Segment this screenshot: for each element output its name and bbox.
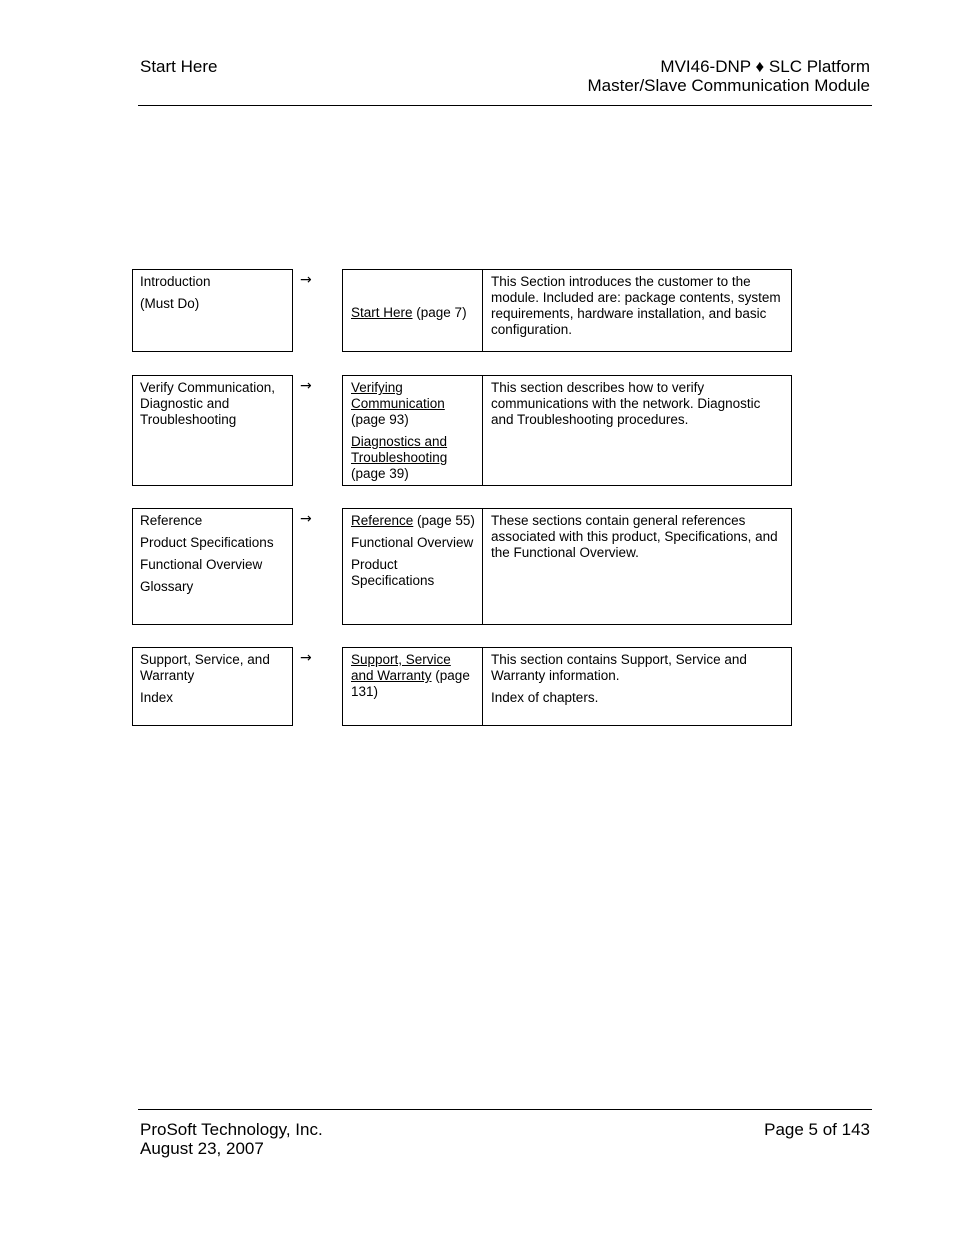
start-here-link[interactable]: Start Here [351, 304, 413, 320]
page-reference: (page 131) [351, 668, 470, 699]
link-cell [342, 647, 483, 726]
roadmap-row-reference [0, 508, 954, 625]
description-text: This Section introduces the customer to the module. Included are: package contents, system requirements, hardware installation, and basic configuration. [491, 274, 781, 337]
footer-date: August 23, 2007 [140, 1139, 264, 1158]
header-section-title: Start Here [140, 57, 218, 76]
topic-label: Support, Service, and Warranty [140, 652, 270, 683]
description-text: This section describes how to verify communications with the network. Diagnostic and Troubleshooting procedures. [491, 380, 761, 427]
header-product-line1: MVI46-DNP ♦ SLC Platform [660, 57, 870, 76]
description-cell [482, 375, 792, 486]
topic-cell [132, 375, 293, 486]
roadmap-row-introduction [0, 269, 954, 352]
header-product [587, 57, 870, 95]
description-text: Index of chapters. [491, 690, 599, 705]
topic-label: Index [140, 690, 174, 705]
page-reference: (page 39) [351, 466, 409, 481]
link-entry [351, 535, 475, 551]
topic-label: Verify Communication, Diagnostic and Troubleshooting [140, 380, 276, 427]
arrow-right-icon: → [300, 650, 312, 666]
link-entry [351, 557, 475, 589]
page-reference: (page 93) [351, 412, 409, 427]
topic-label: Functional Overview [140, 557, 263, 572]
footer-company: ProSoft Technology, Inc. [140, 1120, 323, 1139]
description-text: These sections contain general references associated with this product, Specifications, and the Functional Overview. [491, 513, 778, 560]
topic-cell [132, 647, 293, 726]
link-entry [351, 380, 475, 428]
verifying-communication-link[interactable]: Verifying Communication [351, 380, 445, 411]
link-cell [342, 269, 483, 352]
support-service-warranty-link[interactable]: Support, Service and Warranty [351, 652, 451, 683]
description-cell [482, 647, 792, 726]
footer-divider [138, 1109, 872, 1110]
diagnostics-troubleshooting-link[interactable]: Diagnostics and Troubleshooting [351, 434, 448, 465]
link-cell [342, 508, 483, 625]
product-specifications-text: Product Specifications [351, 557, 435, 588]
link-entry [351, 652, 475, 700]
footer-page-number: Page 5 of 143 [764, 1120, 870, 1139]
topic-label: Product Specifications [140, 535, 274, 550]
topic-cell [132, 508, 293, 625]
reference-link[interactable]: Reference [351, 513, 414, 528]
header-product-line2: Master/Slave Communication Module [587, 76, 870, 95]
link-entry [351, 305, 467, 321]
topic-label: Glossary [140, 579, 194, 594]
functional-overview-text: Functional Overview [351, 535, 474, 550]
topic-label: Reference [140, 513, 203, 528]
link-cell [342, 375, 483, 486]
roadmap-row-support [0, 647, 954, 726]
page-reference: (page 55) [413, 513, 475, 528]
footer-company-block [140, 1120, 323, 1158]
link-entry [351, 434, 475, 482]
topic-label: Introduction [140, 274, 211, 289]
arrow-right-icon: → [300, 272, 312, 288]
link-entry [351, 513, 475, 529]
topic-label: (Must Do) [140, 296, 200, 311]
topic-cell [132, 269, 293, 352]
description-text: This section contains Support, Service and Warranty information. [491, 652, 747, 683]
page-reference: (page 7) [412, 304, 467, 320]
roadmap-row-verify-communication [0, 375, 954, 486]
description-cell [482, 508, 792, 625]
arrow-right-icon: → [300, 511, 312, 527]
header-divider [138, 105, 872, 106]
description-cell [482, 269, 792, 352]
arrow-right-icon: → [300, 378, 312, 394]
